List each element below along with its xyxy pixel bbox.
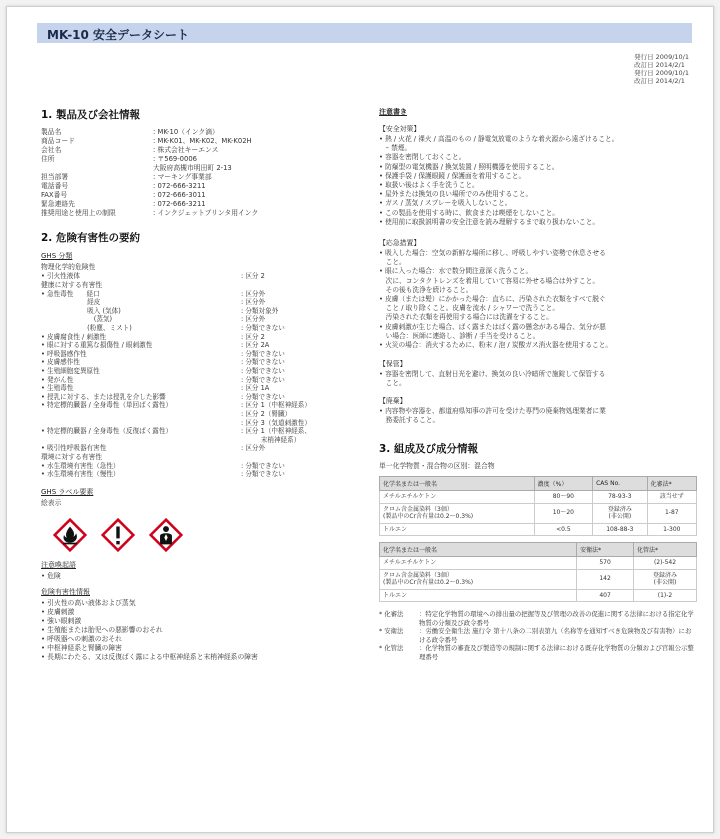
table-cell: 1-87 xyxy=(647,503,696,523)
table-header-cell: 化学名または一般名 xyxy=(380,477,535,491)
info-value: : インクジェットプリンタ用インク xyxy=(153,209,259,217)
hazard-class-name: • 皮膚腐食性 / 刺激性 xyxy=(41,332,107,341)
hazard-class-row xyxy=(41,298,361,307)
hazard-class-category: : 区分 1（中枢神経系、 xyxy=(241,427,311,436)
note-key: * 化管法 xyxy=(379,644,404,653)
table-cell: 10〜20 xyxy=(534,503,592,523)
hazard-statement: • 引火性の高い液体および蒸気 xyxy=(41,599,136,608)
hazard-class-category: : 区分 2（腎臓） xyxy=(241,409,292,418)
env-hazards-label: 環境に対する有害性 xyxy=(41,452,103,461)
hazard-class-row xyxy=(41,427,361,436)
date-line: 改訂日 2014/2/1 xyxy=(634,77,685,85)
info-row xyxy=(41,191,361,200)
hazard-class-category: : 分類できない xyxy=(241,349,285,358)
hazard-class-category: : 分類できない xyxy=(241,323,285,332)
safety-item: • 防爆型の電気機器 / 換気装置 / 照明機器を使用すること。 xyxy=(379,162,559,171)
hazard-class-name: • 生殖細胞変異原性 xyxy=(41,366,100,375)
sds-sheet xyxy=(6,6,714,833)
table-cell: 80〜90 xyxy=(534,491,592,504)
hazard-class-name: • 特定標的臓器 / 全身毒性（反復ばく露性） xyxy=(41,427,173,436)
hazard-class-row xyxy=(41,367,361,376)
section-3-heading: 3. 組成及び成分情報 xyxy=(379,443,478,456)
hazard-class-name: • 眼に対する重篤な損傷性 / 眼刺激性 xyxy=(41,341,153,350)
info-key: 推奨用途と使用上の制限 xyxy=(41,209,116,217)
regulation-note xyxy=(379,644,697,661)
hazard-class-row xyxy=(41,324,361,333)
title-bar xyxy=(37,23,692,43)
note-text: ：労働安全衛生法 施行令 第十八条の二別表第九（名称等を通知すべき危険物及び有害物）における政令番号 xyxy=(419,627,692,644)
hazard-class-name: • 水生環境有害性（急性） xyxy=(41,461,120,470)
physical-hazards xyxy=(41,272,361,281)
hazard-statement: • 生殖能または胎児への悪影響のおそれ xyxy=(41,626,163,635)
safety-item: • ガス / 蒸気 / スプレーを吸入しないこと。 xyxy=(379,199,512,208)
table-header-cell: 化審法* xyxy=(647,477,696,491)
signal-word-label: 注意喚起語 xyxy=(41,561,76,570)
hazard-class-category: : 区分外 xyxy=(241,298,266,307)
info-row xyxy=(41,146,361,155)
hazard-statement: • 中枢神経系と腎臓の障害 xyxy=(41,644,122,653)
hazard-class-category: : 分類できない xyxy=(241,358,285,367)
first-aid-item: 次に、コンタクトレンズを着用していて容易に外せる場合は外すこと。 xyxy=(379,276,600,285)
hazard-class-name: • 吸引性呼吸器有害性 xyxy=(41,444,107,453)
hazard-class-row xyxy=(41,272,361,281)
regulation-note xyxy=(379,627,697,644)
hazard-class-category: : 区分外 xyxy=(241,289,266,298)
hazard-class-category: : 区分 1（中枢神経系） xyxy=(241,401,311,410)
hazard-statement: • 呼吸器への刺激のおそれ xyxy=(41,635,122,644)
hazard-class-category: : 区分 2 xyxy=(241,272,265,280)
info-row xyxy=(41,155,361,164)
date-line: 発行日 2009/10/1 xyxy=(634,69,689,77)
hazard-class-category: : 分類できない xyxy=(241,366,285,375)
table-cell: (2)-542 xyxy=(634,557,697,570)
hazard-class-row xyxy=(41,376,361,385)
regulation-notes xyxy=(379,610,697,662)
hazard-class-category: : 区分外 xyxy=(241,315,266,324)
storage-label: 【保管】 xyxy=(379,360,407,369)
hazard-class-row xyxy=(41,401,361,410)
info-row xyxy=(41,200,361,209)
mixture-label: 単一化学物質・混合物の区別：混合物 xyxy=(379,462,495,471)
hazard-class-row xyxy=(41,358,361,367)
first-aid-item: • 皮膚（または髪）にかかった場合：直ちに、汚染された衣類をすべて脱ぐ xyxy=(379,295,606,304)
info-value: : マーキング事業部 xyxy=(153,173,212,181)
table-row xyxy=(380,569,697,589)
table-cell: 142 xyxy=(577,569,634,589)
info-value: : 072-666-3011 xyxy=(153,191,206,199)
flame-icon xyxy=(53,518,87,552)
note-text: ：化学物質の審査及び製造等の規制に関する法律における既存化学物質の分類および官報公示整理番号 xyxy=(419,644,694,662)
table-cell: 登録済み (非公開) xyxy=(593,503,648,523)
note-text: ：特定化学物質の環境への排出量の把握等及び管理の改善の促進に関する法律における指定化学物質の分類及び政令番号 xyxy=(419,610,694,627)
table-cell: <0.5 xyxy=(534,523,592,536)
info-value: : MK-K01、MK-K02、MK-K02H xyxy=(153,137,252,145)
signal-word: • 危険 xyxy=(41,572,61,581)
hazard-statement: • 強い眼刺激 xyxy=(41,617,82,626)
disposal-measures xyxy=(379,407,697,425)
left-column xyxy=(41,107,361,662)
hazard-class-row xyxy=(41,384,361,393)
safety-item: • 熱 / 火花 / 裸火 / 高温のもの / 静電気放電のような着火源から遠ざけること。 xyxy=(379,135,619,143)
info-value: : 072-666-3211 xyxy=(153,182,206,190)
safety-item: • 取扱い後はよく手を洗うこと。 xyxy=(379,181,479,190)
table-cell: 570 xyxy=(577,557,634,570)
section-1-heading: 1. 製品及び会社情報 xyxy=(41,109,140,121)
hazard-class-row xyxy=(41,333,361,342)
info-key: FAX番号 xyxy=(41,191,68,199)
table-cell: クロム含金属染料（3価） (製品中のCr含有量は0.2〜0.3%) xyxy=(380,569,577,589)
safety-item: • 保護手袋 / 保護眼鏡 / 保護面を着用すること。 xyxy=(379,171,526,180)
info-value: : 〒569-0006 xyxy=(153,155,197,163)
first-aid-item: その後も洗浄を続けること。 xyxy=(379,285,473,294)
storage-measures xyxy=(379,370,697,388)
table-header-row xyxy=(380,543,697,557)
table-header-row xyxy=(380,477,697,491)
disposal-item: • 内容物や容器を、都道府県知事の許可を受けた専門の廃棄物処理業者に業 xyxy=(379,406,606,415)
hazard-class-category: : 区分 1A xyxy=(241,384,270,393)
storage-item: こと。 xyxy=(379,379,406,388)
hazard-statements xyxy=(41,599,361,662)
company-info xyxy=(41,128,361,218)
info-key: 製品名 xyxy=(41,128,62,136)
disposal-item: 務委託すること。 xyxy=(379,415,440,424)
pictogram-label: 絵表示 xyxy=(41,499,62,508)
ghs-classification-label: GHS 分類 xyxy=(41,252,73,260)
hazard-class-category: : 分類できない xyxy=(241,470,285,479)
hazard-class-row xyxy=(41,410,361,419)
first-aid-label: 【応急措置】 xyxy=(379,239,421,248)
hazard-class-category: : 分類できない xyxy=(241,392,285,401)
hazard-class-row xyxy=(41,290,361,299)
first-aid-item: • 火災の場合：消火するために、粉末 / 泡 / 炭酸ガス消火器を使用すること。 xyxy=(379,341,613,350)
info-row xyxy=(41,128,361,137)
hazard-class-name: • 特定標的臓器 / 全身毒性（単回ばく露性） xyxy=(41,401,173,410)
table-cell: 78-93-3 xyxy=(593,491,648,504)
health-hazard-icon xyxy=(149,518,183,552)
hazard-class-name: • 授乳に対する、または授乳を介した影響 xyxy=(41,392,166,401)
hazard-class-row xyxy=(41,341,361,350)
regulation-table xyxy=(379,542,697,602)
safety-item: • 容器を密閉しておくこと。 xyxy=(379,153,466,162)
hazard-class-row xyxy=(41,315,361,324)
hazard-class-category: : 分類できない xyxy=(241,375,285,384)
hazard-class-name xyxy=(41,436,241,445)
hazard-class-row xyxy=(41,470,361,479)
hazard-statement: • 長期にわたる、又は反復ばく露による中枢神経系と末梢神経系の障害 xyxy=(41,653,258,662)
hazard-statement: • 皮膚刺激 xyxy=(41,608,75,617)
hazard-class-row xyxy=(41,419,361,428)
first-aid-item: • 皮膚刺激が生じた場合、ばく露またはばく露の懸念がある場合、気分が悪 xyxy=(379,322,606,331)
hazard-class-category: : 区分 2 xyxy=(241,332,265,341)
hazard-class-row xyxy=(41,444,361,453)
table-cell: (1)-2 xyxy=(634,589,697,602)
pictograms xyxy=(53,518,361,552)
table-cell: 108-88-3 xyxy=(593,523,648,536)
first-aid-item: • 眼に入った場合：水で数分間注意深く洗うこと。 xyxy=(379,267,533,276)
hazard-class-name: 吸入 (気体) xyxy=(41,306,121,315)
date-line: 発行日 2009/10/1 xyxy=(634,53,689,61)
ghs-label-elements: GHS ラベル要素 xyxy=(41,488,94,497)
hazard-class-category: : 分類対象外 xyxy=(241,306,279,315)
hazard-class-name xyxy=(41,410,241,419)
info-key: 商品コード xyxy=(41,137,75,145)
env-hazards xyxy=(41,462,361,479)
info-key: 住所 xyxy=(41,155,55,163)
disposal-label: 【廃棄】 xyxy=(379,396,407,405)
info-key: 電話番号 xyxy=(41,182,69,190)
right-column xyxy=(379,107,697,662)
safety-item: • 使用前に取扱説明書の安全注意を読み理解するまで取り扱わないこと。 xyxy=(379,217,600,226)
hazard-class-name: • 水生環境有害性（慢性） xyxy=(41,470,120,479)
first-aid-item: • 吸入した場合：空気の新鮮な場所に移し、呼吸しやすい姿勢で休息させる xyxy=(379,249,606,258)
hazard-class-category: : 区分 3（気道刺激性） xyxy=(241,418,311,427)
info-row xyxy=(41,173,361,182)
first-aid-item: い場合：医師に連絡し、診断 / 手当を受けること。 xyxy=(379,331,540,340)
info-key xyxy=(41,164,153,173)
info-value: : 株式会社キーエンス xyxy=(153,146,219,154)
info-key: 緊急連絡先 xyxy=(41,200,75,208)
hazard-class-name: • 生殖毒性 xyxy=(41,384,74,393)
hazard-class-category: 末梢神経系） xyxy=(241,435,301,444)
safety-label: 【安全対策】 xyxy=(379,125,421,133)
info-value: 大阪府高槻市明田町 2-13 xyxy=(153,164,232,172)
hazard-class-row xyxy=(41,436,361,445)
hazard-class-category: : 区分 2A xyxy=(241,341,270,350)
date-line: 改訂日 2014/2/1 xyxy=(634,61,685,69)
hazard-class-name: (粉塵、ミスト) xyxy=(41,323,132,332)
note-key: * 安衛法 xyxy=(379,627,404,636)
table-header-cell: CAS No. xyxy=(593,477,648,491)
hazard-class-name xyxy=(41,419,241,428)
table-cell: 該当せず xyxy=(647,491,696,504)
composition-table xyxy=(379,476,697,536)
table-header-cell: 安衛法* xyxy=(577,543,634,557)
safety-item: • 屋外または換気の良い場所でのみ使用すること。 xyxy=(379,190,533,199)
first-aid-item: 汚染された衣類を再使用する場合には洗濯をすること。 xyxy=(379,313,553,322)
table-header-cell: 化管法* xyxy=(634,543,697,557)
table-cell: メチルエチルケトン xyxy=(380,557,577,570)
info-row xyxy=(41,137,361,146)
table-header-cell: 濃度（%） xyxy=(534,477,592,491)
hazard-statements-label: 危険有害性情報 xyxy=(41,588,90,597)
table-cell: トルエン xyxy=(380,523,535,536)
hazard-class-name: • 発がん性 xyxy=(41,375,74,384)
info-row xyxy=(41,182,361,191)
safety-item: • この製品を使用する時に、飲食または喫煙をしないこと。 xyxy=(379,208,559,217)
table-row xyxy=(380,523,697,536)
health-hazards-label: 健康に対する有害性 xyxy=(41,280,103,289)
health-hazards xyxy=(41,290,361,453)
table-row xyxy=(380,503,697,523)
hazard-class-name: • 呼吸器感作性 xyxy=(41,349,87,358)
first-aid-measures xyxy=(379,249,697,350)
safety-measures xyxy=(379,135,697,227)
first-aid-item: こと / 取り除くこと。皮膚を流水 / シャワーで洗うこと。 xyxy=(379,304,560,313)
table-cell: メチルエチルケトン xyxy=(380,491,535,504)
regulation-note xyxy=(379,610,697,627)
date-block xyxy=(634,53,689,85)
document-title: MK-10 安全データシート xyxy=(47,28,190,42)
hazard-class-category: : 区分外 xyxy=(241,444,266,453)
table-header-cell: 化学名または一般名 xyxy=(380,543,577,557)
info-value: : MK-10（インク滴） xyxy=(153,128,219,136)
info-key: 会社名 xyxy=(41,146,62,154)
table-cell: 1-300 xyxy=(647,523,696,536)
table-row xyxy=(380,491,697,504)
table-row xyxy=(380,589,697,602)
hazard-class-category: : 分類できない xyxy=(241,461,285,470)
hazard-class-name: • 急性毒性 経口 xyxy=(41,289,100,298)
hazard-class-row xyxy=(41,350,361,359)
hazard-class-name: • 皮膚感作性 xyxy=(41,358,80,367)
table-cell: クロム含金属染料（3価） (製品中のCr含有量は0.2〜0.3%) xyxy=(380,503,535,523)
precaution-label: 注意書き xyxy=(379,108,407,116)
first-aid-item: こと。 xyxy=(379,258,406,267)
info-row xyxy=(41,209,361,218)
info-key: 担当部署 xyxy=(41,173,69,181)
table-cell: 407 xyxy=(577,589,634,602)
safety-item: – 禁煙。 xyxy=(379,144,412,153)
hazard-class-name: • 引火性液体 xyxy=(41,272,80,280)
exclamation-icon xyxy=(101,518,135,552)
storage-item: • 容器を密閉して、直射日光を避け、換気の良い冷暗所で施錠して保管する xyxy=(379,370,606,379)
note-key: * 化審法 xyxy=(379,610,404,619)
info-row xyxy=(41,164,361,173)
section-2-heading: 2. 危険有害性の要約 xyxy=(41,232,140,244)
table-cell: トルエン xyxy=(380,589,577,602)
table-cell: 登録済み (非公開) xyxy=(634,569,697,589)
table-row xyxy=(380,557,697,570)
hazard-class-name: 経皮 xyxy=(41,298,101,307)
info-value: : 072-666-3211 xyxy=(153,200,206,208)
hazard-class-name: (蒸気) xyxy=(41,315,113,324)
physical-hazards-label: 物理化学的危険性 xyxy=(41,263,96,271)
